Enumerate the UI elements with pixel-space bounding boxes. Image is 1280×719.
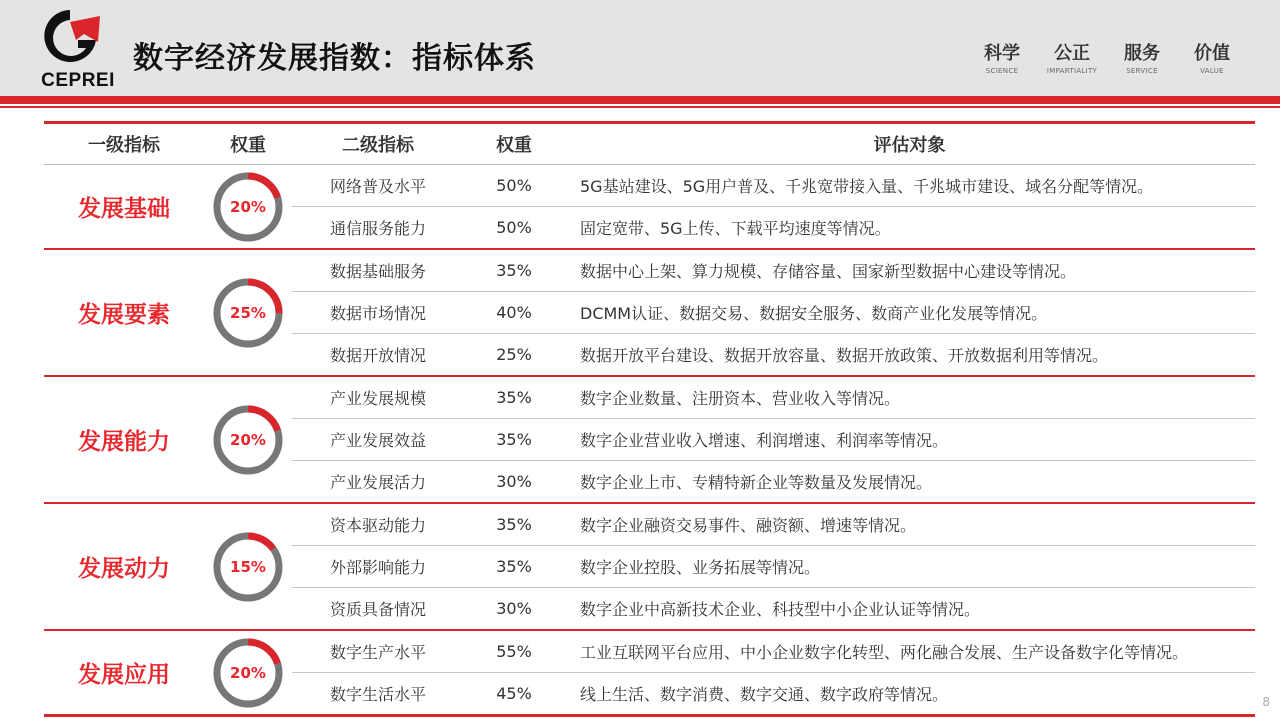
assessment-text: 数字企业数量、注册资本、营业收入等情况。	[580, 389, 901, 408]
level1-name: 发展能力	[78, 429, 170, 455]
assessment-text: 线上生活、数字消费、数字交通、数字政府等情况。	[580, 685, 949, 704]
level2-rows	[292, 377, 1255, 502]
value-cn: 公正	[1054, 43, 1090, 64]
header-level1: 一级指标	[88, 135, 160, 156]
level2-weight: 25%	[496, 345, 532, 364]
table-row	[292, 631, 1255, 673]
assessment-text: 5G基站建设、5G用户普及、千兆宽带接入量、千兆城市建设、域名分配等情况。	[580, 177, 1154, 196]
logo-text: CEPREI	[41, 70, 115, 91]
table-row	[292, 377, 1255, 419]
values-list	[976, 44, 1238, 75]
value-en: VALUE	[1200, 67, 1224, 75]
level1-weight	[204, 631, 292, 714]
assessment-text: 数据中心上架、算力规模、存储容量、国家新型数据中心建设等情况。	[580, 262, 1077, 281]
level2-weight: 45%	[496, 684, 532, 703]
level2-name: 通信服务能力	[329, 219, 426, 238]
level2-weight: 35%	[496, 557, 532, 576]
indicator-group	[44, 250, 1255, 377]
level2-rows	[292, 631, 1255, 714]
indicator-group	[44, 165, 1255, 250]
level2-name: 数字生产水平	[329, 643, 426, 662]
page-number: 8	[1262, 695, 1270, 709]
assessment-text: 数字企业上市、专精特新企业等数量及发展情况。	[580, 473, 933, 492]
level1-name: 发展动力	[78, 556, 170, 582]
header-assessment: 评估对象	[873, 135, 946, 156]
table-row	[292, 165, 1255, 207]
donut-label: 25%	[230, 303, 266, 322]
value-en: SCIENCE	[985, 67, 1019, 75]
logo-mark-icon	[28, 4, 112, 70]
header-red-band	[0, 96, 1280, 104]
level1-name: 发展应用	[78, 662, 170, 688]
assessment-text: 数字企业中高新技术企业、科技型中小企业认证等情况。	[580, 600, 981, 619]
assessment-text: 固定宽带、5G上传、下载平均速度等情况。	[580, 219, 891, 238]
table-row	[292, 673, 1255, 714]
table-body	[44, 165, 1255, 717]
level2-weight: 30%	[496, 472, 532, 491]
indicator-group	[44, 631, 1255, 717]
value-item	[1116, 44, 1168, 75]
table-row	[292, 292, 1255, 334]
weight-donut	[212, 277, 284, 349]
donut-label: 15%	[230, 557, 266, 576]
donut-label: 20%	[230, 197, 266, 216]
assessment-text: 数字企业融资交易事件、融资额、增速等情况。	[580, 516, 917, 535]
value-en: IMPARTIALITY	[1046, 67, 1098, 75]
weight-donut	[212, 531, 284, 603]
assessment-text: DCMM认证、数据交易、数据安全服务、数商产业化发展等情况。	[580, 304, 1048, 323]
value-cn: 科学	[984, 43, 1020, 64]
weight-donut	[212, 637, 284, 709]
assessment-text: 数字企业营业收入增速、利润增速、利润率等情况。	[580, 431, 949, 450]
level2-name: 数据市场情况	[329, 304, 426, 323]
level2-weight: 40%	[496, 303, 532, 322]
level2-weight: 35%	[496, 430, 532, 449]
indicator-group	[44, 377, 1255, 504]
donut-label: 20%	[230, 663, 266, 682]
value-cn: 价值	[1194, 43, 1230, 64]
page-title: 数字经济发展指数：指标体系	[133, 41, 536, 76]
level2-name: 产业发展规模	[329, 389, 426, 408]
level2-name: 数据开放情况	[329, 346, 426, 365]
header-weight1: 权重	[230, 135, 266, 156]
table-row	[292, 546, 1255, 588]
level2-name: 网络普及水平	[329, 177, 426, 196]
level2-name: 产业发展效益	[329, 431, 426, 450]
ceprei-logo	[28, 4, 115, 94]
level2-name: 产业发展活力	[329, 473, 426, 492]
level1-name: 发展基础	[78, 196, 170, 222]
level2-name: 数据基础服务	[329, 262, 426, 281]
level1-weight	[204, 504, 292, 629]
header-weight2: 权重	[496, 135, 532, 156]
level2-weight: 50%	[496, 176, 532, 195]
table-row	[292, 250, 1255, 292]
value-en: SERVICE	[1126, 67, 1158, 75]
value-cn: 服务	[1124, 43, 1160, 64]
assessment-text: 数字企业控股、业务拓展等情况。	[580, 558, 821, 577]
assessment-text: 工业互联网平台应用、中小企业数字化转型、两化融合发展、生产设备数字化等情况。	[580, 643, 1189, 662]
level2-name: 外部影响能力	[329, 558, 426, 577]
level1-weight	[204, 377, 292, 502]
table-row	[292, 419, 1255, 461]
table-row	[292, 207, 1255, 248]
level1-name: 发展要素	[78, 302, 170, 328]
header-bar	[0, 0, 1280, 96]
table-header-row	[44, 124, 1255, 165]
value-item	[1186, 44, 1238, 75]
weight-donut	[212, 404, 284, 476]
value-item	[976, 44, 1028, 75]
value-item	[1046, 44, 1098, 75]
level1-weight	[204, 165, 292, 248]
donut-label: 20%	[230, 430, 266, 449]
indicator-table	[44, 121, 1255, 717]
level2-name: 资质具备情况	[329, 600, 426, 619]
level2-weight: 55%	[496, 642, 532, 661]
header-level2: 二级指标	[342, 135, 414, 156]
level2-weight: 50%	[496, 218, 532, 237]
level2-rows	[292, 504, 1255, 629]
level2-weight: 30%	[496, 599, 532, 618]
weight-donut	[212, 171, 284, 243]
indicator-group	[44, 504, 1255, 631]
level2-name: 资本驱动能力	[329, 516, 426, 535]
table-row	[292, 588, 1255, 629]
level2-rows	[292, 250, 1255, 375]
level2-name: 数字生活水平	[329, 685, 426, 704]
level2-rows	[292, 165, 1255, 248]
level1-weight	[204, 250, 292, 375]
level2-weight: 35%	[496, 261, 532, 280]
table-row	[292, 504, 1255, 546]
header-red-line	[0, 106, 1280, 108]
table-row	[292, 334, 1255, 375]
table-row	[292, 461, 1255, 502]
level2-weight: 35%	[496, 388, 532, 407]
level2-weight: 35%	[496, 515, 532, 534]
assessment-text: 数据开放平台建设、数据开放容量、数据开放政策、开放数据利用等情况。	[580, 346, 1109, 365]
